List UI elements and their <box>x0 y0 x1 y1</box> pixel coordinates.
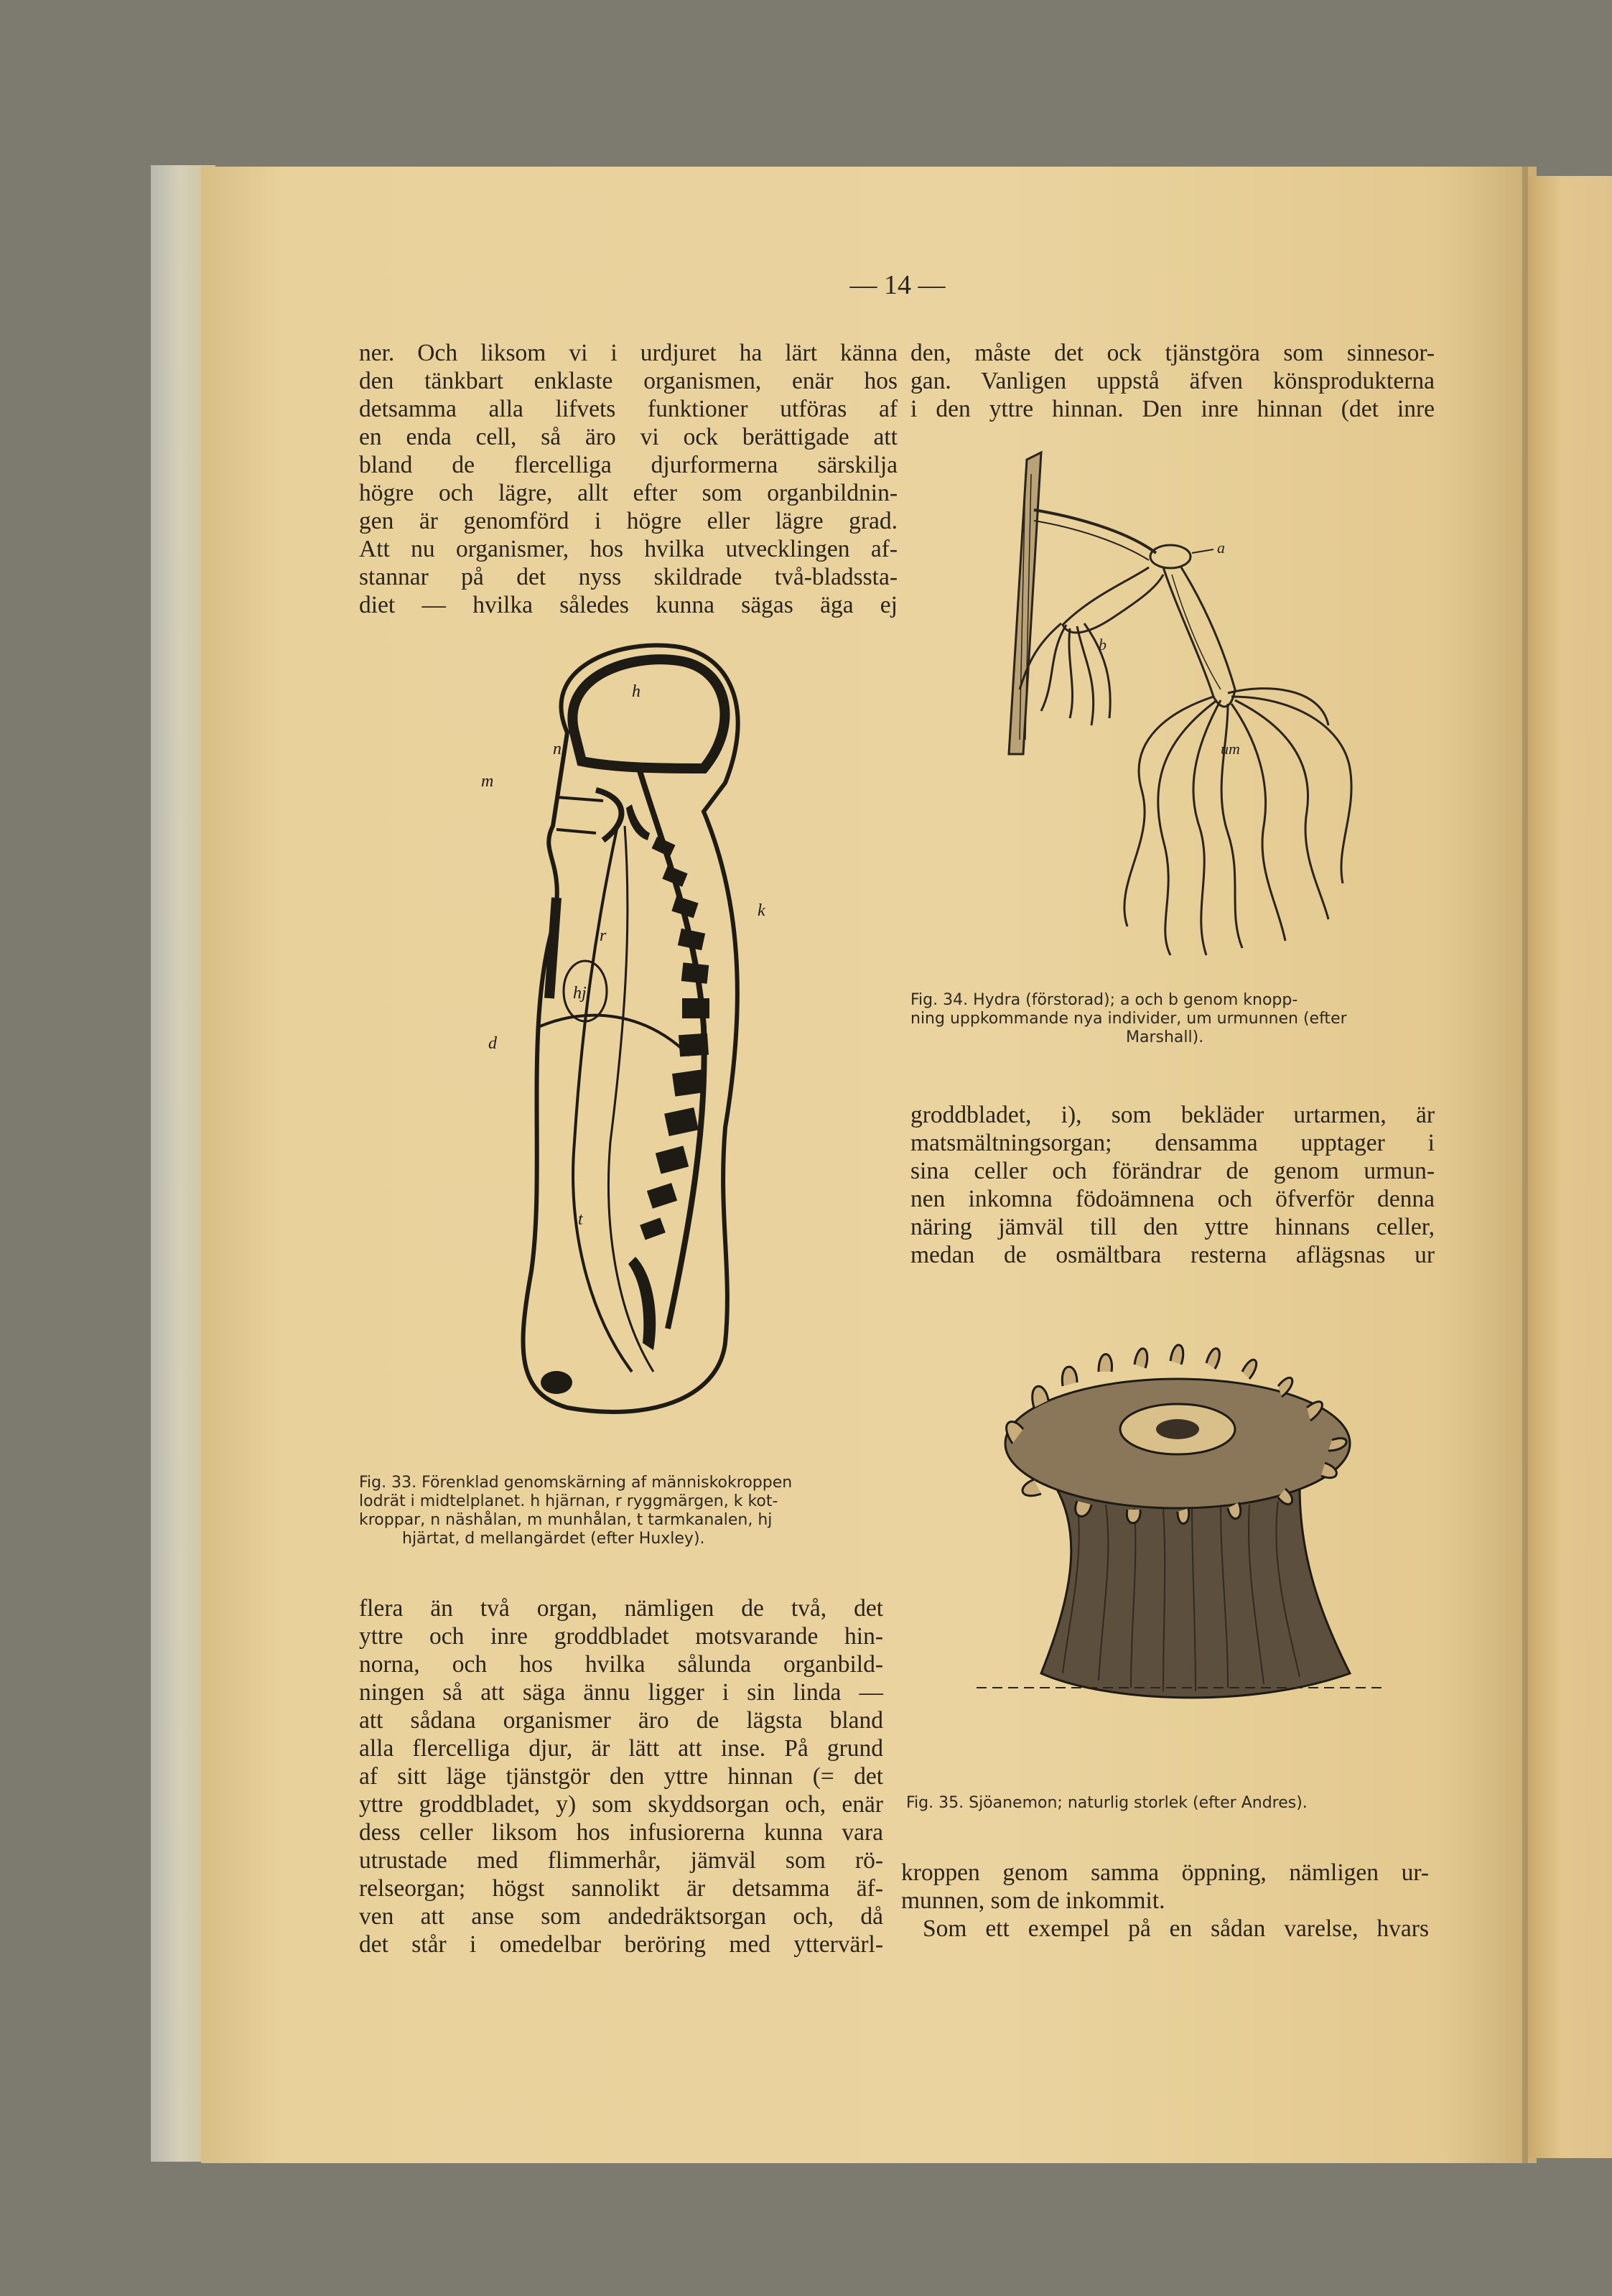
text-line: den, måste det ock tjänstgöra som sinnesor- <box>910 340 1435 366</box>
caption-line: kroppar, n näshålan, m munhålan, t tarmkanalen, hj <box>359 1511 773 1529</box>
text-line: ner. Och liksom vi i urdjuret ha lärt känna <box>359 340 898 366</box>
text-line: utrustade med flimmerhår, jämväl som rö- <box>359 1847 883 1874</box>
text-line: dess celler liksom hos infusiorerna kunna vara <box>359 1819 883 1846</box>
fig34-label-b: b <box>1099 636 1106 654</box>
fig33-label-d: d <box>488 1034 497 1053</box>
fig33-caption <box>359 1474 905 1548</box>
text-line: i den yttre hinnan. Den inre hinnan (det inre <box>910 396 1435 422</box>
text-line: af sitt läge tjänstgör den yttre hinnan (= det <box>359 1763 883 1790</box>
text-line: Som ett exempel på en sådan varelse, hvars <box>923 1915 1429 1942</box>
fig34-label-um: um <box>1221 740 1240 758</box>
fig35-illustration <box>962 1300 1393 1745</box>
text-line: relseorgan; högst sannolikt är detsamma äf- <box>359 1875 883 1902</box>
text-line: sina celler och förändrar de genom urmun- <box>910 1158 1435 1184</box>
text-line: flera än två organ, nämligen de två, det <box>359 1595 883 1622</box>
text-line: norna, och hos hvilka sålunda organbild- <box>359 1651 883 1678</box>
text-line: näring jämväl till den yttre hinnans celler, <box>910 1214 1435 1240</box>
caption-line: lodrät i midtelplanet. h hjärnan, r ryggmärgen, k kot- <box>359 1492 778 1510</box>
text-line: bland de flercelliga djurformerna särskilja <box>359 452 898 478</box>
fig34-illustration <box>984 452 1386 977</box>
text-line: gan. Vanligen uppstå äfven könsprodukterna <box>910 368 1435 394</box>
fig33-label-r: r <box>600 926 607 945</box>
fig33-label-n: n <box>553 740 562 758</box>
facing-page-edge <box>1528 176 1612 2158</box>
text-line: groddbladet, i), som bekläder urtarmen, är <box>910 1102 1435 1128</box>
text-line: ven att anse som andedräktsorgan och, då <box>359 1903 883 1930</box>
fig35-caption: Fig. 35. Sjöanemon; naturlig storlek (efter Andres). <box>906 1794 1308 1812</box>
text-line: yttre och inre groddbladet motsvarande hin- <box>359 1623 883 1650</box>
fig33-illustration <box>481 625 804 1444</box>
page-gutter <box>1522 167 1528 2163</box>
caption-line: Fig. 33. Förenklad genomskärning af människokroppen <box>359 1474 793 1492</box>
fig33-label-m: m <box>481 772 494 791</box>
text-line: diet — hvilka således kunna sägas äga ej <box>359 592 898 618</box>
text-line: ningen så att säga ännu ligger i sin linda — <box>359 1679 883 1706</box>
text-line: nen inkomna födoämnena och öfverför denna <box>910 1186 1435 1212</box>
fig33-label-hj: hj <box>573 984 587 1003</box>
fig34-caption <box>910 991 1435 1047</box>
text-line: det står i omedelbar beröring med yttervärl- <box>359 1931 883 1958</box>
caption-line: ning uppkommande nya individer, um urmunnen (efter <box>910 1010 1347 1028</box>
text-line: en enda cell, så äro vi ock berättigade att <box>359 424 898 450</box>
text-line: att sådana organismer äro de lägsta bland <box>359 1707 883 1734</box>
text-line: medan de osmältbara resterna aflägsnas ur <box>910 1242 1435 1268</box>
fig34-label-a: a <box>1217 539 1225 557</box>
right-column-middle <box>910 1101 1435 1269</box>
text-line: detsamma alla lifvets funktioner utföras af <box>359 396 898 422</box>
left-column-bottom <box>359 1594 883 1958</box>
caption-line: Marshall). <box>1126 1028 1204 1046</box>
text-line: högre och lägre, allt efter som organbildnin- <box>359 480 898 506</box>
text-line: alla flercelliga djur, är lätt att inse. På grund <box>359 1735 883 1762</box>
text-line: yttre groddbladet, y) som skyddsorgan och, enär <box>359 1791 883 1818</box>
text-line: kroppen genom samma öppning, nämligen ur- <box>901 1859 1429 1886</box>
text-line: Att nu organismer, hos hvilka utvecklingen af- <box>359 536 898 562</box>
fig33-label-t: t <box>578 1210 583 1229</box>
caption-line: hjärtat, d mellangärdet (efter Huxley). <box>402 1530 705 1548</box>
left-column-top <box>359 339 898 619</box>
right-column-bottom <box>901 1859 1429 1943</box>
fig33-label-k: k <box>758 901 765 920</box>
text-line: stannar på det nyss skildrade två-bladssta- <box>359 564 898 590</box>
text-line: den tänkbart enklaste organismen, enär hos <box>359 368 898 394</box>
text-line: gen är genomförd i högre eller lägre grad. <box>359 508 898 534</box>
page-number: — 14 — <box>849 270 946 300</box>
caption-line: Fig. 34. Hydra (förstorad); a och b genom knopp- <box>910 991 1298 1009</box>
text-line: matsmältningsorgan; densamma upptager i <box>910 1130 1435 1156</box>
right-column-top <box>910 339 1435 423</box>
fig33-label-h: h <box>632 682 640 701</box>
text-line: munnen, som de inkommit. <box>901 1887 1165 1914</box>
